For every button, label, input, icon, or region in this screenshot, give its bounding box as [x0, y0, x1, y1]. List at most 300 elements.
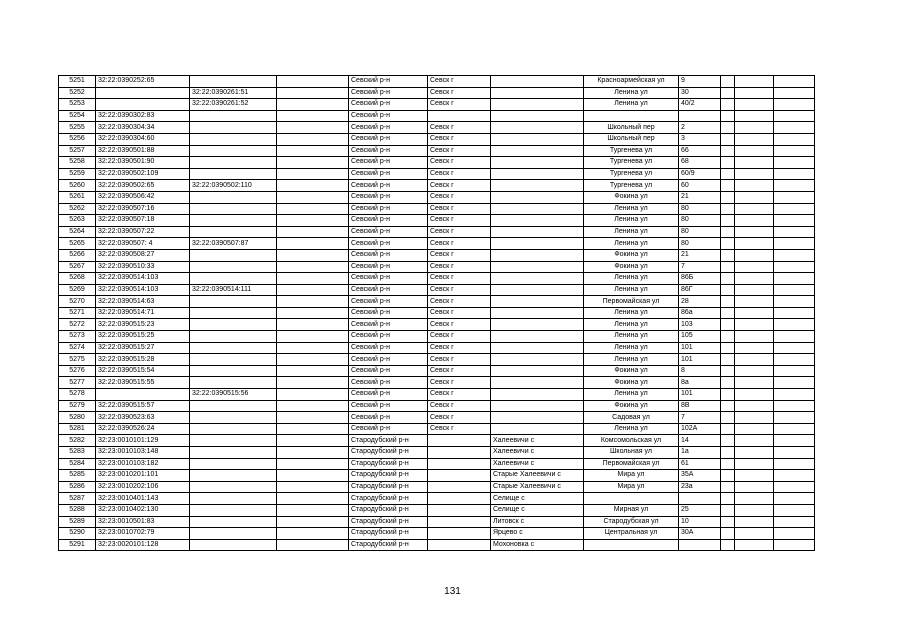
linked-cadastral-number [190, 261, 277, 273]
empty-cell-a [721, 365, 735, 377]
cadastral-number: 32:22:0390501:90 [96, 157, 190, 169]
empty-cell-a [721, 249, 735, 261]
empty-cell-a [721, 215, 735, 227]
empty-cell-c [774, 122, 815, 134]
row-number: 5267 [59, 261, 96, 273]
street-cell: Фокина ул [584, 261, 679, 273]
cadastral-number [96, 389, 190, 401]
city-cell [428, 470, 491, 482]
linked-cadastral-number [190, 296, 277, 308]
linked-cadastral-number: 32:22:0390507:87 [190, 238, 277, 250]
street-cell: Ленина ул [584, 226, 679, 238]
empty-cell-b [735, 493, 774, 505]
city-cell: Севск г [428, 412, 491, 424]
row-number: 5275 [59, 354, 96, 366]
empty-cell-c [774, 226, 815, 238]
cadastral-number: 32:22:0390304:34 [96, 122, 190, 134]
empty-cell-c [774, 307, 815, 319]
village-cell: Старые Халеевичи с [491, 481, 584, 493]
street-cell: Стародубская ул [584, 516, 679, 528]
extra-cell [277, 423, 349, 435]
district-cell: Севский р-н [349, 389, 428, 401]
linked-cadastral-number [190, 504, 277, 516]
empty-cell-c [774, 447, 815, 459]
house-cell: 101 [679, 389, 721, 401]
empty-cell-b [735, 365, 774, 377]
district-cell: Севский р-н [349, 273, 428, 285]
city-cell: Севск г [428, 354, 491, 366]
table-row [59, 493, 815, 505]
empty-cell-a [721, 87, 735, 99]
extra-cell [277, 87, 349, 99]
empty-cell-a [721, 273, 735, 285]
house-cell: 60/9 [679, 168, 721, 180]
house-cell: 105 [679, 331, 721, 343]
district-cell: Севский р-н [349, 203, 428, 215]
empty-cell-b [735, 319, 774, 331]
table-row [59, 168, 815, 180]
village-cell [491, 191, 584, 203]
row-number: 5291 [59, 539, 96, 551]
linked-cadastral-number [190, 215, 277, 227]
extra-cell [277, 122, 349, 134]
empty-cell-c [774, 319, 815, 331]
city-cell [428, 110, 491, 122]
linked-cadastral-number [190, 133, 277, 145]
village-cell [491, 157, 584, 169]
empty-cell-a [721, 157, 735, 169]
linked-cadastral-number [190, 481, 277, 493]
district-cell: Стародубский р-н [349, 470, 428, 482]
cadastral-number: 32:23:0010702:79 [96, 528, 190, 540]
village-cell: Селище с [491, 504, 584, 516]
page-number: 131 [444, 586, 461, 597]
empty-cell-b [735, 389, 774, 401]
table-row [59, 261, 815, 273]
empty-cell-b [735, 435, 774, 447]
extra-cell [277, 342, 349, 354]
empty-cell-a [721, 331, 735, 343]
extra-cell [277, 249, 349, 261]
street-cell: Тургенева ул [584, 168, 679, 180]
empty-cell-a [721, 319, 735, 331]
linked-cadastral-number [190, 226, 277, 238]
city-cell: Севск г [428, 284, 491, 296]
house-cell: 9 [679, 76, 721, 88]
house-cell: 8а [679, 377, 721, 389]
empty-cell-b [735, 87, 774, 99]
house-cell: 101 [679, 354, 721, 366]
empty-cell-b [735, 203, 774, 215]
cadastral-number: 32:22:0390515:28 [96, 354, 190, 366]
city-cell: Севск г [428, 122, 491, 134]
empty-cell-c [774, 261, 815, 273]
district-cell: Стародубский р-н [349, 481, 428, 493]
city-cell: Севск г [428, 76, 491, 88]
cadastral-number: 32:22:0390515:27 [96, 342, 190, 354]
street-cell: Ленина ул [584, 307, 679, 319]
empty-cell-a [721, 435, 735, 447]
city-cell [428, 528, 491, 540]
empty-cell-b [735, 307, 774, 319]
empty-cell-c [774, 191, 815, 203]
table-row [59, 539, 815, 551]
street-cell: Фокина ул [584, 249, 679, 261]
extra-cell [277, 504, 349, 516]
district-cell: Севский р-н [349, 191, 428, 203]
table-row [59, 377, 815, 389]
village-cell [491, 319, 584, 331]
village-cell [491, 296, 584, 308]
row-number: 5265 [59, 238, 96, 250]
cadastral-number: 32:22:0390515:23 [96, 319, 190, 331]
extra-cell [277, 354, 349, 366]
house-cell: 7 [679, 412, 721, 424]
linked-cadastral-number [190, 447, 277, 459]
extra-cell [277, 319, 349, 331]
district-cell: Севский р-н [349, 99, 428, 111]
table-row [59, 133, 815, 145]
empty-cell-c [774, 76, 815, 88]
empty-cell-b [735, 377, 774, 389]
empty-cell-b [735, 481, 774, 493]
row-number: 5285 [59, 470, 96, 482]
city-cell: Севск г [428, 168, 491, 180]
cadastral-number: 32:22:0390507:16 [96, 203, 190, 215]
table-row [59, 354, 815, 366]
empty-cell-c [774, 99, 815, 111]
district-cell: Стародубский р-н [349, 539, 428, 551]
street-cell: Ленина ул [584, 284, 679, 296]
street-cell: Школьный пер [584, 133, 679, 145]
street-cell: Мира ул [584, 470, 679, 482]
cadastral-number: 32:22:0390506:42 [96, 191, 190, 203]
table-row [59, 284, 815, 296]
linked-cadastral-number [190, 354, 277, 366]
table-row [59, 238, 815, 250]
row-number: 5260 [59, 180, 96, 192]
extra-cell [277, 470, 349, 482]
empty-cell-b [735, 354, 774, 366]
village-cell: Селище с [491, 493, 584, 505]
empty-cell-c [774, 389, 815, 401]
cadastral-number: 32:22:0390515:55 [96, 377, 190, 389]
table-row [59, 458, 815, 470]
district-cell: Стародубский р-н [349, 458, 428, 470]
empty-cell-b [735, 76, 774, 88]
empty-cell-b [735, 133, 774, 145]
cadastral-number: 32:23:0010103:148 [96, 447, 190, 459]
city-cell: Севск г [428, 191, 491, 203]
cadastral-number: 32:22:0390526:24 [96, 423, 190, 435]
linked-cadastral-number [190, 539, 277, 551]
empty-cell-a [721, 400, 735, 412]
house-cell: 80 [679, 215, 721, 227]
empty-cell-c [774, 435, 815, 447]
row-number: 5257 [59, 145, 96, 157]
empty-cell-b [735, 122, 774, 134]
street-cell: Фокина ул [584, 400, 679, 412]
cadastral-number: 32:22:0390501:88 [96, 145, 190, 157]
linked-cadastral-number [190, 122, 277, 134]
linked-cadastral-number [190, 76, 277, 88]
extra-cell [277, 539, 349, 551]
extra-cell [277, 273, 349, 285]
cadastral-number: 32:22:0390515:54 [96, 365, 190, 377]
village-cell [491, 342, 584, 354]
cadastral-number: 32:23:0010101:129 [96, 435, 190, 447]
street-cell: Мирная ул [584, 504, 679, 516]
linked-cadastral-number: 32:22:0390261:52 [190, 99, 277, 111]
cadastral-number [96, 87, 190, 99]
table-row [59, 180, 815, 192]
village-cell [491, 133, 584, 145]
extra-cell [277, 458, 349, 470]
empty-cell-c [774, 238, 815, 250]
extra-cell [277, 516, 349, 528]
street-cell: Фокина ул [584, 191, 679, 203]
empty-cell-a [721, 458, 735, 470]
linked-cadastral-number [190, 516, 277, 528]
street-cell: Красноармейская ул [584, 76, 679, 88]
house-cell: 35А [679, 470, 721, 482]
village-cell [491, 76, 584, 88]
linked-cadastral-number: 32:22:0390514:111 [190, 284, 277, 296]
street-cell: Ленина ул [584, 99, 679, 111]
table-row [59, 423, 815, 435]
empty-cell-a [721, 389, 735, 401]
district-cell: Севский р-н [349, 365, 428, 377]
city-cell: Севск г [428, 215, 491, 227]
cadastral-number: 32:23:0010402:130 [96, 504, 190, 516]
street-cell: Ленина ул [584, 331, 679, 343]
empty-cell-b [735, 180, 774, 192]
house-cell: 25 [679, 504, 721, 516]
house-cell: 86а [679, 307, 721, 319]
row-number: 5288 [59, 504, 96, 516]
empty-cell-b [735, 528, 774, 540]
empty-cell-b [735, 400, 774, 412]
street-cell: Мира ул [584, 481, 679, 493]
empty-cell-b [735, 215, 774, 227]
district-cell: Севский р-н [349, 284, 428, 296]
extra-cell [277, 389, 349, 401]
cadastral-number: 32:22:0390304:60 [96, 133, 190, 145]
house-cell: 23а [679, 481, 721, 493]
table-row [59, 470, 815, 482]
street-cell: Ленина ул [584, 319, 679, 331]
linked-cadastral-number [190, 377, 277, 389]
village-cell [491, 87, 584, 99]
city-cell [428, 435, 491, 447]
row-number: 5266 [59, 249, 96, 261]
city-cell [428, 447, 491, 459]
empty-cell-c [774, 133, 815, 145]
linked-cadastral-number [190, 331, 277, 343]
row-number: 5281 [59, 423, 96, 435]
cadastral-number: 32:22:0390302:83 [96, 110, 190, 122]
empty-cell-a [721, 99, 735, 111]
empty-cell-c [774, 377, 815, 389]
empty-cell-b [735, 539, 774, 551]
village-cell [491, 261, 584, 273]
house-cell: 7 [679, 261, 721, 273]
empty-cell-a [721, 470, 735, 482]
extra-cell [277, 203, 349, 215]
table-row [59, 504, 815, 516]
empty-cell-c [774, 203, 815, 215]
extra-cell [277, 215, 349, 227]
empty-cell-b [735, 145, 774, 157]
district-cell: Севский р-н [349, 249, 428, 261]
table-row [59, 528, 815, 540]
empty-cell-a [721, 412, 735, 424]
empty-cell-b [735, 261, 774, 273]
empty-cell-b [735, 157, 774, 169]
empty-cell-b [735, 331, 774, 343]
table-row [59, 447, 815, 459]
empty-cell-b [735, 447, 774, 459]
district-cell: Севский р-н [349, 215, 428, 227]
cadastral-number: 32:22:0390508:27 [96, 249, 190, 261]
empty-cell-b [735, 238, 774, 250]
cadastral-number: 32:22:0390502:109 [96, 168, 190, 180]
empty-cell-a [721, 122, 735, 134]
city-cell: Севск г [428, 249, 491, 261]
village-cell [491, 180, 584, 192]
empty-cell-c [774, 493, 815, 505]
district-cell: Севский р-н [349, 110, 428, 122]
city-cell: Севск г [428, 365, 491, 377]
empty-cell-b [735, 504, 774, 516]
row-number: 5269 [59, 284, 96, 296]
table-row [59, 99, 815, 111]
empty-cell-a [721, 168, 735, 180]
village-cell [491, 249, 584, 261]
empty-cell-c [774, 528, 815, 540]
house-cell: 60 [679, 180, 721, 192]
empty-cell-a [721, 133, 735, 145]
table-row [59, 307, 815, 319]
city-cell: Севск г [428, 377, 491, 389]
district-cell: Севский р-н [349, 331, 428, 343]
row-number: 5286 [59, 481, 96, 493]
district-cell: Севский р-н [349, 238, 428, 250]
house-cell: 8 [679, 365, 721, 377]
empty-cell-b [735, 284, 774, 296]
district-cell: Севский р-н [349, 180, 428, 192]
district-cell: Севский р-н [349, 87, 428, 99]
cadastral-number: 32:22:0390510:33 [96, 261, 190, 273]
empty-cell-c [774, 168, 815, 180]
city-cell: Севск г [428, 87, 491, 99]
linked-cadastral-number [190, 319, 277, 331]
village-cell [491, 389, 584, 401]
empty-cell-b [735, 273, 774, 285]
district-cell: Стародубский р-н [349, 528, 428, 540]
cadastral-number [96, 99, 190, 111]
cadastral-number: 32:22:0390507:18 [96, 215, 190, 227]
row-number: 5276 [59, 365, 96, 377]
empty-cell-c [774, 157, 815, 169]
row-number: 5282 [59, 435, 96, 447]
cadastral-number: 32:22:0390514:103 [96, 273, 190, 285]
street-cell: Первомайская ул [584, 458, 679, 470]
row-number: 5279 [59, 400, 96, 412]
empty-cell-a [721, 354, 735, 366]
empty-cell-b [735, 168, 774, 180]
table-row [59, 249, 815, 261]
cadastral-number: 32:23:0020101:128 [96, 539, 190, 551]
village-cell [491, 122, 584, 134]
city-cell [428, 539, 491, 551]
empty-cell-b [735, 296, 774, 308]
empty-cell-c [774, 87, 815, 99]
empty-cell-c [774, 249, 815, 261]
empty-cell-a [721, 481, 735, 493]
street-cell: Ленина ул [584, 354, 679, 366]
house-cell: 80 [679, 226, 721, 238]
empty-cell-b [735, 110, 774, 122]
row-number: 5261 [59, 191, 96, 203]
city-cell: Севск г [428, 133, 491, 145]
linked-cadastral-number [190, 400, 277, 412]
linked-cadastral-number [190, 470, 277, 482]
empty-cell-c [774, 400, 815, 412]
cadastral-number: 32:22:0390515:25 [96, 331, 190, 343]
village-cell [491, 307, 584, 319]
house-cell: 14 [679, 435, 721, 447]
extra-cell [277, 180, 349, 192]
village-cell [491, 354, 584, 366]
extra-cell [277, 412, 349, 424]
empty-cell-c [774, 365, 815, 377]
linked-cadastral-number [190, 365, 277, 377]
district-cell: Севский р-н [349, 319, 428, 331]
table-row [59, 76, 815, 88]
village-cell [491, 215, 584, 227]
house-cell: 3 [679, 133, 721, 145]
cadastral-number: 32:22:0390515:57 [96, 400, 190, 412]
linked-cadastral-number [190, 528, 277, 540]
extra-cell [277, 110, 349, 122]
village-cell: Халеевичи с [491, 435, 584, 447]
city-cell [428, 516, 491, 528]
empty-cell-c [774, 110, 815, 122]
street-cell: Садовая ул [584, 412, 679, 424]
street-cell [584, 110, 679, 122]
street-cell: Центральная ул [584, 528, 679, 540]
empty-cell-b [735, 458, 774, 470]
district-cell: Севский р-н [349, 133, 428, 145]
extra-cell [277, 493, 349, 505]
street-cell: Фокина ул [584, 365, 679, 377]
linked-cadastral-number [190, 249, 277, 261]
city-cell: Севск г [428, 145, 491, 157]
cadastral-number: 32:22:0390502:65 [96, 180, 190, 192]
extra-cell [277, 261, 349, 273]
district-cell: Севский р-н [349, 423, 428, 435]
empty-cell-a [721, 528, 735, 540]
village-cell [491, 226, 584, 238]
city-cell: Севск г [428, 389, 491, 401]
row-number: 5254 [59, 110, 96, 122]
table-row [59, 331, 815, 343]
house-cell: 103 [679, 319, 721, 331]
cadastral-number: 32:23:0010401:143 [96, 493, 190, 505]
row-number: 5278 [59, 389, 96, 401]
empty-cell-b [735, 470, 774, 482]
